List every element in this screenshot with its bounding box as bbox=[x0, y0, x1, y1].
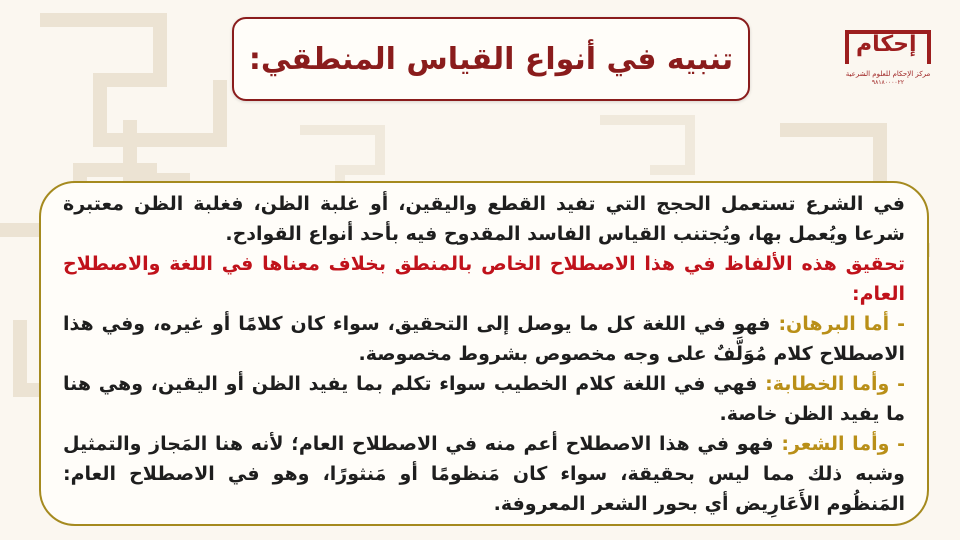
content-box bbox=[39, 181, 929, 526]
term-label: - وأما الشعر: bbox=[781, 433, 905, 455]
list-item-khitaba bbox=[63, 369, 905, 429]
logo-name: إحكام bbox=[856, 32, 917, 57]
logo-phone: ٩٨١٨٠٠٠٠٢٢ bbox=[871, 79, 905, 86]
slide-title: تنبيه في أنواع القياس المنطقي: bbox=[248, 41, 734, 77]
list-item-shir bbox=[63, 429, 905, 519]
term-definition: فهو في هذا الاصطلاح أعم منه في الاصطلاح العام؛ لأنه هنا المَجاز والتمثيل وشبه ذلك مما ليس بحقيقة، سواء كان مَنظومًا أو مَنثورًا، وهو في الاصطلاح العام: المَنظُوم الأَعَارِيض أي بحور الشعر المعروفة. bbox=[63, 433, 905, 515]
logo bbox=[842, 28, 934, 92]
term-label: - أما البرهان: bbox=[778, 313, 905, 335]
intro-paragraph: في الشرع تستعمل الحجج التي تفيد القطع واليقين، أو غلبة الظن، فغلبة الظن معتبرة شرعا ويُعمل بها، ويُجتنب القياس الفاسد المقدوح فيه بأحد أنواع القوادح. bbox=[63, 193, 905, 245]
term-definition: فهو في اللغة كل ما يوصل إلى التحقيق، سواء كان كلامًا أو غيره، وفي هذا الاصطلاح كلام مُوَلَّفٌ على وجه مخصوص بشروط مخصوصة. bbox=[63, 313, 905, 365]
section-heading: تحقيق هذه الألفاظ في هذا الاصطلاح الخاص بالمنطق بخلاف معناها في اللغة والاصطلاح العام: bbox=[63, 253, 905, 305]
logo-subtitle: مركز الإحكام للعلوم الشرعية bbox=[845, 70, 931, 78]
term-label: - وأما الخطابة: bbox=[765, 373, 905, 395]
list-item-burhan bbox=[63, 309, 905, 369]
title-box bbox=[232, 17, 750, 101]
content-text bbox=[63, 189, 905, 519]
term-definition: فهي في اللغة كلام الخطيب سواء تكلم بما يفيد الظن أو اليقين، وهي هنا ما يفيد الظن خاصة. bbox=[63, 373, 905, 425]
